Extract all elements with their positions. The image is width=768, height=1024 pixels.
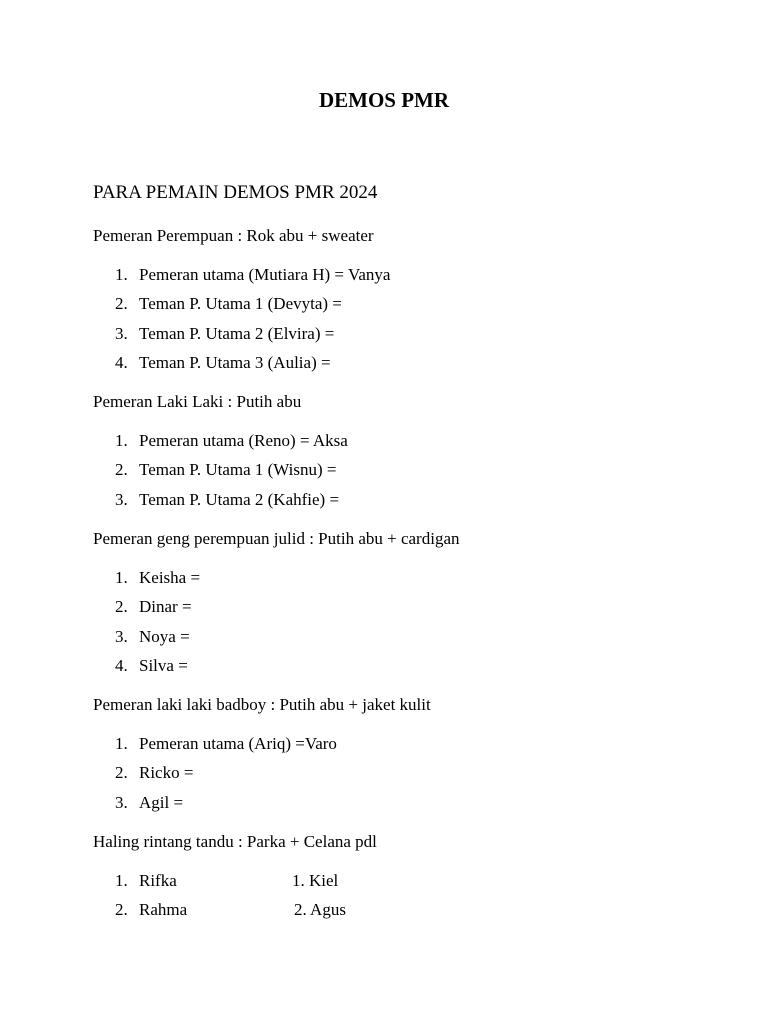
list-item-text: Rahma <box>139 900 188 920</box>
list-item-text: Teman P. Utama 2 (Elvira) = <box>139 323 335 343</box>
list-item-text: Teman P. Utama 3 (Aulia) = <box>139 352 331 372</box>
section-heading-badboy: Pemeran laki laki badboy : Putih abu + jaket kulit <box>93 695 431 714</box>
list-item-text: Rifka <box>139 871 177 890</box>
list-number: 1. <box>115 431 128 450</box>
list-number: 3. <box>115 323 128 343</box>
section-heading-geng-perempuan: Pemeran geng perempuan julid : Putih abu + cardigan <box>93 529 460 548</box>
list-number: 2. <box>115 597 128 617</box>
list-item-text: Pemeran utama (Mutiara H) = Vanya <box>139 265 391 284</box>
list-item-text: Silva = <box>139 655 188 675</box>
list-item-text: Teman P. Utama 1 (Wisnu) = <box>139 460 337 480</box>
list-number: 1. <box>115 871 128 890</box>
list-number: 1. <box>115 265 128 284</box>
list-item-text: Teman P. Utama 1 (Devyta) = <box>139 294 342 314</box>
list-item-text: Agil = <box>139 792 184 812</box>
list-number: 3. <box>115 792 128 812</box>
list-item-second-column: 2. Agus <box>294 900 346 920</box>
list-item-text: Pemeran utama (Ariq) =Varo <box>139 734 337 753</box>
list-item-text: Ricko = <box>139 763 194 783</box>
list-item-text: Noya = <box>139 626 190 646</box>
list-number: 1. <box>115 734 128 753</box>
list-number: 2. <box>115 900 128 920</box>
list-number: 2. <box>115 763 128 783</box>
list-item-text: Dinar = <box>139 597 192 617</box>
section-heading-perempuan: Pemeran Perempuan : Rok abu + sweater <box>93 226 374 245</box>
list-number: 4. <box>115 352 128 372</box>
list-number: 2. <box>115 294 128 314</box>
document-title: DEMOS PMR <box>318 88 450 112</box>
list-number: 3. <box>115 626 128 646</box>
section-heading-laki-laki: Pemeran Laki Laki : Putih abu <box>93 392 302 411</box>
list-item-text: Teman P. Utama 2 (Kahfie) = <box>139 489 340 509</box>
section-heading-haling-rintang: Haling rintang tandu : Parka + Celana pdl <box>93 832 377 851</box>
list-item-text: Keisha = <box>139 568 201 587</box>
list-number: 4. <box>115 655 128 675</box>
list-number: 3. <box>115 489 128 509</box>
list-item-text: Pemeran utama (Reno) = Aksa <box>139 431 348 450</box>
list-item-second-column: 1. Kiel <box>292 871 339 890</box>
document-subtitle: PARA PEMAIN DEMOS PMR 2024 <box>93 182 378 203</box>
list-number: 1. <box>115 568 128 587</box>
list-number: 2. <box>115 460 128 480</box>
